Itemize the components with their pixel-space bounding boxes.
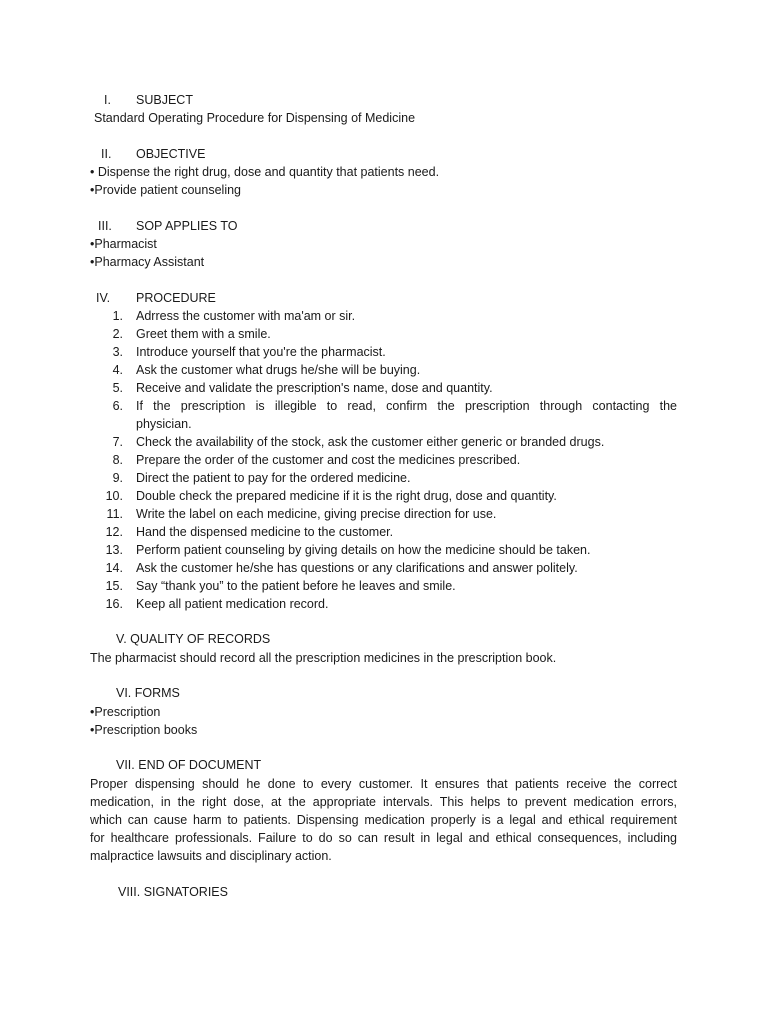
step-text: Greet them with a smile. xyxy=(136,327,271,341)
step-text: Hand the dispensed medicine to the customer. xyxy=(136,525,394,539)
objective-numeral: II. xyxy=(101,147,112,161)
step-text: Write the label on each medicine, giving precise direction for use. xyxy=(136,507,497,521)
applies-bullet: •Pharmacist xyxy=(90,237,157,251)
forms-bullet: •Prescription books xyxy=(90,723,198,737)
applies-numeral: III. xyxy=(98,219,112,233)
step-number: 10. xyxy=(105,489,123,503)
step-text: Ask the customer what drugs he/she will be buying. xyxy=(136,363,421,377)
step-text: Receive and validate the prescription's name, dose and quantity. xyxy=(136,381,493,395)
paragraph-line: for healthcare professionals. Failure to do so can result in legal and ethical consequences, including xyxy=(90,831,677,845)
step-number: 4. xyxy=(112,363,123,377)
subject-heading: SUBJECT xyxy=(136,93,193,107)
step-number: 13. xyxy=(105,543,123,557)
step-text: Ask the customer he/she has questions or any clarifications and answer politely. xyxy=(136,561,578,575)
step-number: 2. xyxy=(112,327,123,341)
procedure-numeral: IV. xyxy=(96,291,111,305)
step-number: 7. xyxy=(112,435,123,449)
step-text: Direct the patient to pay for the ordered medicine. xyxy=(136,471,411,485)
step-number: 12. xyxy=(105,525,123,539)
step-text: If the prescription is illegible to read, confirm the prescription through contacting the xyxy=(136,399,677,413)
forms-bullet: •Prescription xyxy=(90,705,161,719)
objective-bullet: •Provide patient counseling xyxy=(90,183,242,197)
subject-numeral: I. xyxy=(104,93,111,107)
signatories-heading: VIII. SIGNATORIES xyxy=(118,885,228,899)
step-text: Check the availability of the stock, ask the customer either generic or branded drugs. xyxy=(136,435,605,449)
step-number: 1. xyxy=(112,309,123,323)
step-text: Say “thank you” to the patient before he leaves and smile. xyxy=(136,579,456,593)
subject-text: Standard Operating Procedure for Dispensing of Medicine xyxy=(94,111,416,125)
quality-text: The pharmacist should record all the prescription medicines in the prescription book. xyxy=(90,651,557,665)
procedure-heading: PROCEDURE xyxy=(136,291,216,305)
step-text: Prepare the order of the customer and cost the medicines prescribed. xyxy=(136,453,521,467)
paragraph-line: which can cause harm to patients. Dispensing medication properly is a legal and ethical requirement xyxy=(90,813,677,827)
step-text: Introduce yourself that you're the pharmacist. xyxy=(136,345,386,359)
applies-heading: SOP APPLIES TO xyxy=(136,219,238,233)
step-number: 8. xyxy=(112,453,123,467)
end-heading: VII. END OF DOCUMENT xyxy=(116,758,262,772)
objective-heading: OBJECTIVE xyxy=(136,147,206,161)
forms-heading: VI. FORMS xyxy=(116,686,180,700)
step-number: 14. xyxy=(105,561,123,575)
step-number: 3. xyxy=(112,345,123,359)
paragraph-line: Proper dispensing should he done to every customer. It ensures that patients receive the correct xyxy=(90,777,677,791)
applies-bullet: •Pharmacy Assistant xyxy=(90,255,205,269)
step-text: Keep all patient medication record. xyxy=(136,597,329,611)
step-number: 9. xyxy=(112,471,123,485)
step-number: 16. xyxy=(105,597,123,611)
quality-heading: V. QUALITY OF RECORDS xyxy=(116,632,271,646)
step-text-continued: physician. xyxy=(136,417,192,431)
step-text: Double check the prepared medicine if it is the right drug, dose and quantity. xyxy=(136,489,557,503)
step-number: 6. xyxy=(112,399,123,413)
step-text: Adrress the customer with ma'am or sir. xyxy=(136,309,356,323)
paragraph-line: malpractice lawsuits and disciplinary action. xyxy=(90,849,332,863)
end-paragraph xyxy=(90,775,677,865)
step-number: 5. xyxy=(112,381,123,395)
objective-bullet: • Dispense the right drug, dose and quantity that patients need. xyxy=(90,165,440,179)
paragraph-line: medication, in the right dose, at the appropriate intervals. This helps to prevent medication errors, xyxy=(90,795,677,809)
step-text: Perform patient counseling by giving details on how the medicine should be taken. xyxy=(136,543,591,557)
step-number: 11. xyxy=(106,507,123,521)
step-number: 15. xyxy=(105,579,123,593)
